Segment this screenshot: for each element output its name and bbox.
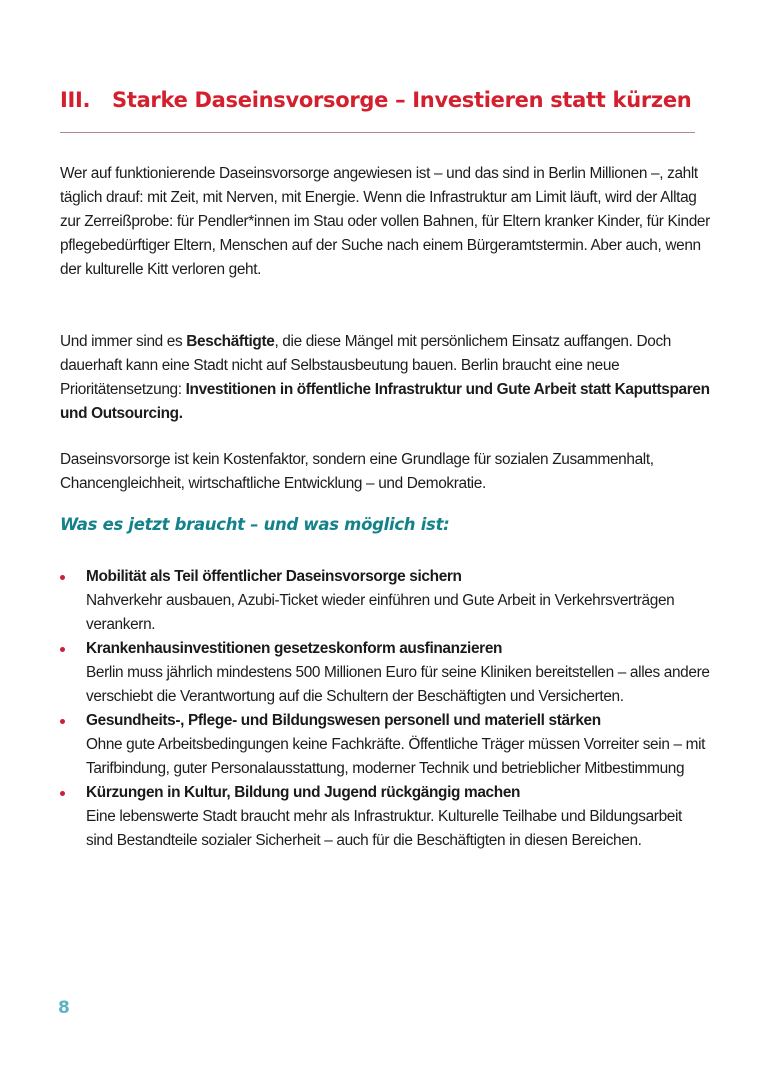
paragraph-text: Und immer sind es: [60, 333, 187, 350]
list-item: [60, 637, 710, 709]
demands-list: [60, 565, 710, 853]
list-item: [60, 781, 710, 853]
paragraph-text: , die diese Mängel mit persönlichem Einsatz auffangen. Doch dauerhaft kann eine Stadt nicht auf Selbstausbeutung bauen. Berlin braucht eine neue Prioritätensetzung:: [60, 333, 672, 398]
paragraph-intro: Wer auf funktionierende Daseinsvorsorge angewiesen ist – und das sind in Berlin Millionen –, zahlt täglich drauf: mit Zeit, mit Nerven, mit Energie. Wenn die Infrastruktur am Limit läuft, wird der Alltag zur Zerreißprobe: für Pendler*innen im Stau oder vollen Bahnen, für Eltern kranker Kinder, für Kinder pflegebedürftiger Eltern, Menschen auf der Suche nach einem Bürgeramtstermin. Aber auch, wenn der kulturelle Kitt verloren geht.: [60, 165, 710, 278]
list-item-title: Mobilität als Teil öffentlicher Daseinsvorsorge sichern: [86, 568, 462, 585]
paragraph-workers: [60, 330, 710, 426]
section-title: Starke Daseinsvorsorge – Investieren statt kürzen: [112, 88, 692, 112]
list-item-description: Berlin muss jährlich mindestens 500 Millionen Euro für seine Kliniken bereitstellen – alles andere verschiebt die Verantwortung auf die Schultern der Beschäftigten und Versicherten.: [86, 664, 710, 705]
list-item-title: Gesundheits-, Pflege- und Bildungswesen personell und materiell stärken: [86, 712, 601, 729]
subheading-demands: Was es jetzt braucht – und was möglich ist:: [60, 515, 450, 534]
list-item-description: Nahverkehr ausbauen, Azubi-Ticket wieder einführen und Gute Arbeit in Verkehrsverträgen verankern.: [86, 592, 675, 633]
list-item-title: Kürzungen in Kultur, Bildung und Jugend rückgängig machen: [86, 784, 521, 801]
list-item-title: Krankenhausinvestitionen gesetzeskonform ausfinanzieren: [86, 640, 503, 657]
list-item: [60, 709, 710, 781]
bullet-icon: [60, 647, 65, 652]
bullet-icon: [60, 719, 65, 724]
heading-divider: [60, 132, 695, 133]
page-number: 8: [58, 998, 70, 1018]
list-item-description: Eine lebenswerte Stadt braucht mehr als Infrastruktur. Kulturelle Teilhabe und Bildungsarbeit sind Bestandteile sozialer Sicherheit – auch für die Beschäftigten in diesen Bereichen.: [86, 808, 682, 849]
section-heading: [60, 88, 700, 112]
section-number: III.: [60, 88, 91, 112]
list-item: [60, 565, 710, 637]
bullet-icon: [60, 575, 65, 580]
emphasis-investments: Investitionen in öffentliche Infrastruktur und Gute Arbeit statt Kaputtsparen und Outsourcing.: [60, 381, 710, 422]
list-item-description: Ohne gute Arbeitsbedingungen keine Fachkräfte. Öffentliche Träger müssen Vorreiter sein – mit Tarifbindung, guter Personalausstattung, moderner Technik und betrieblicher Mitbestimmung: [86, 736, 706, 777]
bullet-icon: [60, 791, 65, 796]
paragraph-summary: Daseinsvorsorge ist kein Kostenfaktor, sondern eine Grundlage für sozialen Zusammenhalt, Chancengleichheit, wirtschaftliche Entwicklung – und Demokratie.: [60, 451, 654, 492]
emphasis-beschaeftigte: Beschäftigte: [186, 333, 275, 350]
